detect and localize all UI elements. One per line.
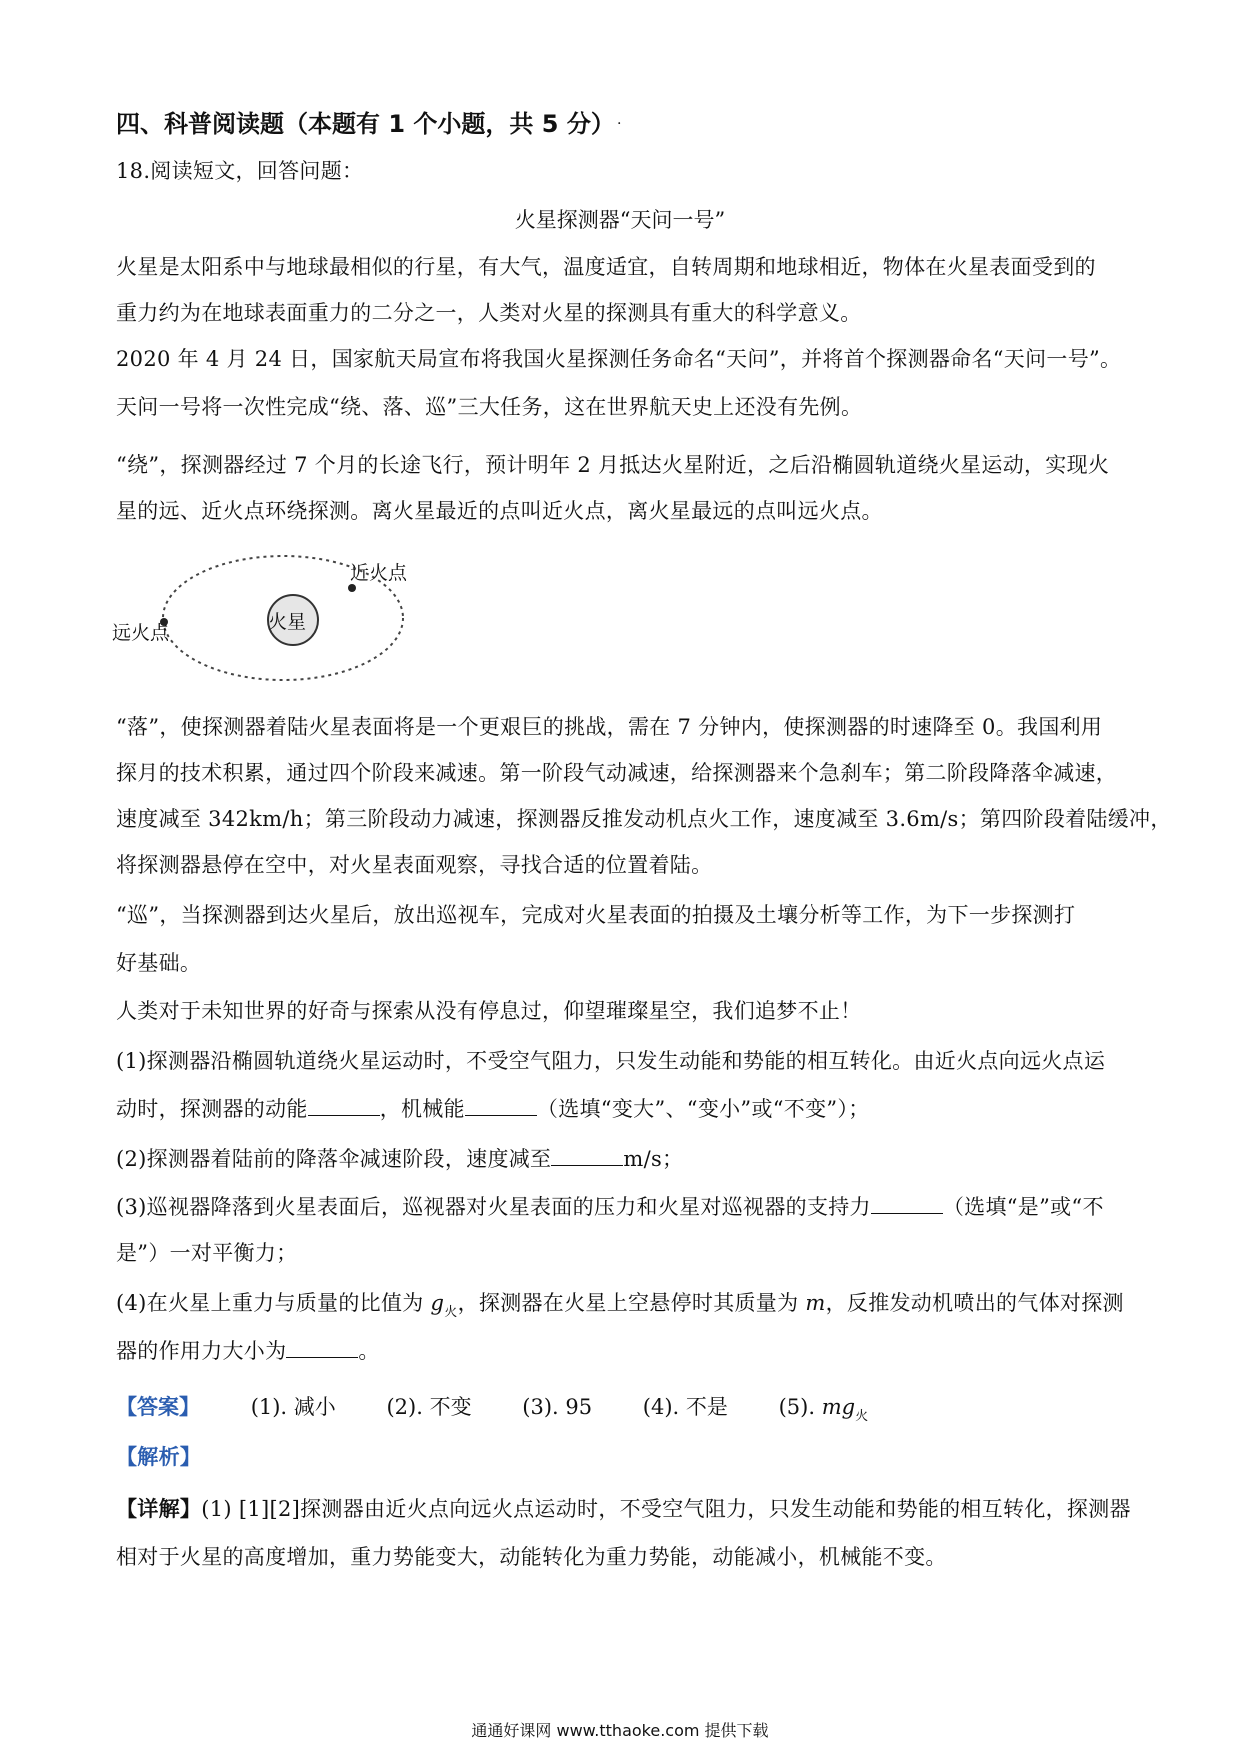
paragraph-line: 天问一号将一次性完成“绕、落、巡”三大任务，这在世界航天史上还没有先例。 bbox=[116, 395, 863, 419]
q4-g-symbol: g bbox=[430, 1291, 445, 1315]
paragraph-line: “绕”，探测器经过 7 个月的长途飞行，预计明年 2 月抵达火星附近，之后沿椭圆轨道绕火星运动，实现火 bbox=[116, 453, 1110, 477]
answer-blank bbox=[551, 1145, 623, 1166]
paragraph-line: 人类对于未知世界的好奇与探索从没有停息过，仰望璀璨星空，我们追梦不止！ bbox=[116, 999, 862, 1023]
answer-item-3: (3). 95 bbox=[522, 1395, 593, 1419]
answer-item-1: (1). 减小 bbox=[250, 1395, 336, 1419]
q1-text-a: 动时，探测器的动能 bbox=[116, 1097, 308, 1121]
section-title: 四、科普阅读题（本题有 1 个小题，共 5 分） bbox=[116, 110, 615, 138]
paragraph-line: 好基础。 bbox=[116, 951, 202, 975]
q4-text-e: 。 bbox=[358, 1339, 380, 1363]
q4-line1 bbox=[116, 1288, 1126, 1322]
answer-blank bbox=[871, 1193, 943, 1214]
q1-line2 bbox=[116, 1094, 1126, 1124]
q1-text-c: （选填“变大”、“变小”或“不变”）； bbox=[536, 1097, 870, 1121]
q2-line bbox=[116, 1144, 1126, 1174]
q2-text-a: (2)探测器着陆前的降落伞减速阶段，速度减至 bbox=[116, 1147, 552, 1171]
q4-text-b: ，探测器在火星上空悬停时其质量为 bbox=[457, 1291, 806, 1315]
q2-text-b: m/s； bbox=[623, 1147, 684, 1171]
answer-tag: 【答案】 bbox=[116, 1395, 200, 1419]
stray-mark: . bbox=[617, 112, 622, 128]
q4-text-c: ，反推发动机喷出的气体对探测 bbox=[825, 1291, 1124, 1315]
answer-item-5-sub: 火 bbox=[855, 1409, 869, 1424]
paragraph-line: “落”，使探测器着陆火星表面将是一个更艰巨的挑战，需在 7 分钟内，使探测器的时速降至 0。我国利用 bbox=[116, 715, 1103, 739]
answer-item-4: (4). 不是 bbox=[642, 1395, 728, 1419]
analysis-line1 bbox=[116, 1494, 1131, 1524]
question-intro: 18.阅读短文，回答问题： bbox=[116, 159, 364, 183]
near-point-label: 近火点 bbox=[350, 562, 408, 584]
footer-credit: 通通好课网 www.tthaoke.com 提供下载 bbox=[471, 1721, 769, 1740]
mars-orbit-diagram bbox=[108, 548, 438, 688]
q1-text-b: ，机械能 bbox=[379, 1097, 465, 1121]
planet-label: 火星 bbox=[268, 611, 307, 633]
q4-g-subscript: 火 bbox=[444, 1305, 458, 1320]
q4-text-d: 器的作用力大小为 bbox=[116, 1339, 287, 1363]
near-point-dot bbox=[348, 584, 356, 592]
q3-line1 bbox=[116, 1192, 1126, 1222]
paragraph-line: 探月的技术积累，通过四个阶段来减速。第一阶段气动减速，给探测器来个急刹车；第二阶段降落伞减速， bbox=[116, 761, 1118, 785]
paragraph-line: 速度减至 342km/h；第三阶段动力减速，探测器反推发动机点火工作，速度减至 3.6m/s；第四阶段着陆缓冲， bbox=[116, 807, 1172, 831]
q3-text-b: （选填“是”或“不 bbox=[942, 1195, 1104, 1219]
analysis-tag-line bbox=[116, 1442, 1126, 1472]
paragraph-line: 星的远、近火点环绕探测。离火星最近的点叫近火点，离火星最远的点叫远火点。 bbox=[116, 499, 883, 523]
answer-item-5 bbox=[778, 1395, 869, 1424]
answer-blank bbox=[286, 1337, 358, 1358]
detail-tag: 【详解】 bbox=[116, 1497, 202, 1521]
far-point-label: 远火点 bbox=[112, 622, 170, 644]
paragraph-line: 2020 年 4 月 24 日，国家航天局宣布将我国火星探测任务命名“天问”，并将首个探测器命名“天问一号”。 bbox=[116, 347, 1122, 371]
paragraph-line: 重力约为在地球表面重力的二分之一，人类对火星的探测具有重大的科学意义。 bbox=[116, 301, 862, 325]
analysis-tag: 【解析】 bbox=[116, 1445, 202, 1469]
q4-line2 bbox=[116, 1336, 1126, 1366]
answer-item-2: (2). 不变 bbox=[386, 1395, 472, 1419]
q3-line2: 是”）一对平衡力； bbox=[116, 1241, 298, 1265]
analysis-line2: 相对于火星的高度增加，重力势能变大，动能转化为重力势能，动能减小，机械能不变。 bbox=[116, 1545, 947, 1569]
q4-m-symbol: m bbox=[805, 1291, 826, 1315]
paragraph-line: 火星是太阳系中与地球最相似的行星，有大气，温度适宜，自转周期和地球相近，物体在火星表面受到的 bbox=[116, 255, 1096, 279]
q4-text-a: (4)在火星上重力与质量的比值为 bbox=[116, 1291, 431, 1315]
answer-item-5-mg: mg bbox=[821, 1395, 856, 1419]
q3-text-a: (3)巡视器降落到火星表面后，巡视器对火星表面的压力和火星对巡视器的支持力 bbox=[116, 1195, 871, 1219]
article-title: 火星探测器“天问一号” bbox=[514, 208, 726, 232]
paragraph-line: “巡”，当探测器到达火星后，放出巡视车，完成对火星表面的拍摄及土壤分析等工作，为下一步探测打 bbox=[116, 903, 1076, 927]
answer-line bbox=[116, 1392, 868, 1426]
answer-item-5-prefix: (5). bbox=[778, 1395, 822, 1419]
answer-blank bbox=[465, 1095, 537, 1116]
paragraph-line: 将探测器悬停在空中，对火星表面观察，寻找合适的位置着陆。 bbox=[116, 853, 713, 877]
analysis-text-1: (1) [1][2]探测器由近火点向远火点运动时，不受空气阻力，只发生动能和势能的相互转化，探测器 bbox=[201, 1497, 1131, 1521]
q1-line1: (1)探测器沿椭圆轨道绕火星运动时，不受空气阻力，只发生动能和势能的相互转化。由近火点向远火点运 bbox=[116, 1049, 1106, 1073]
answer-blank bbox=[308, 1095, 380, 1116]
